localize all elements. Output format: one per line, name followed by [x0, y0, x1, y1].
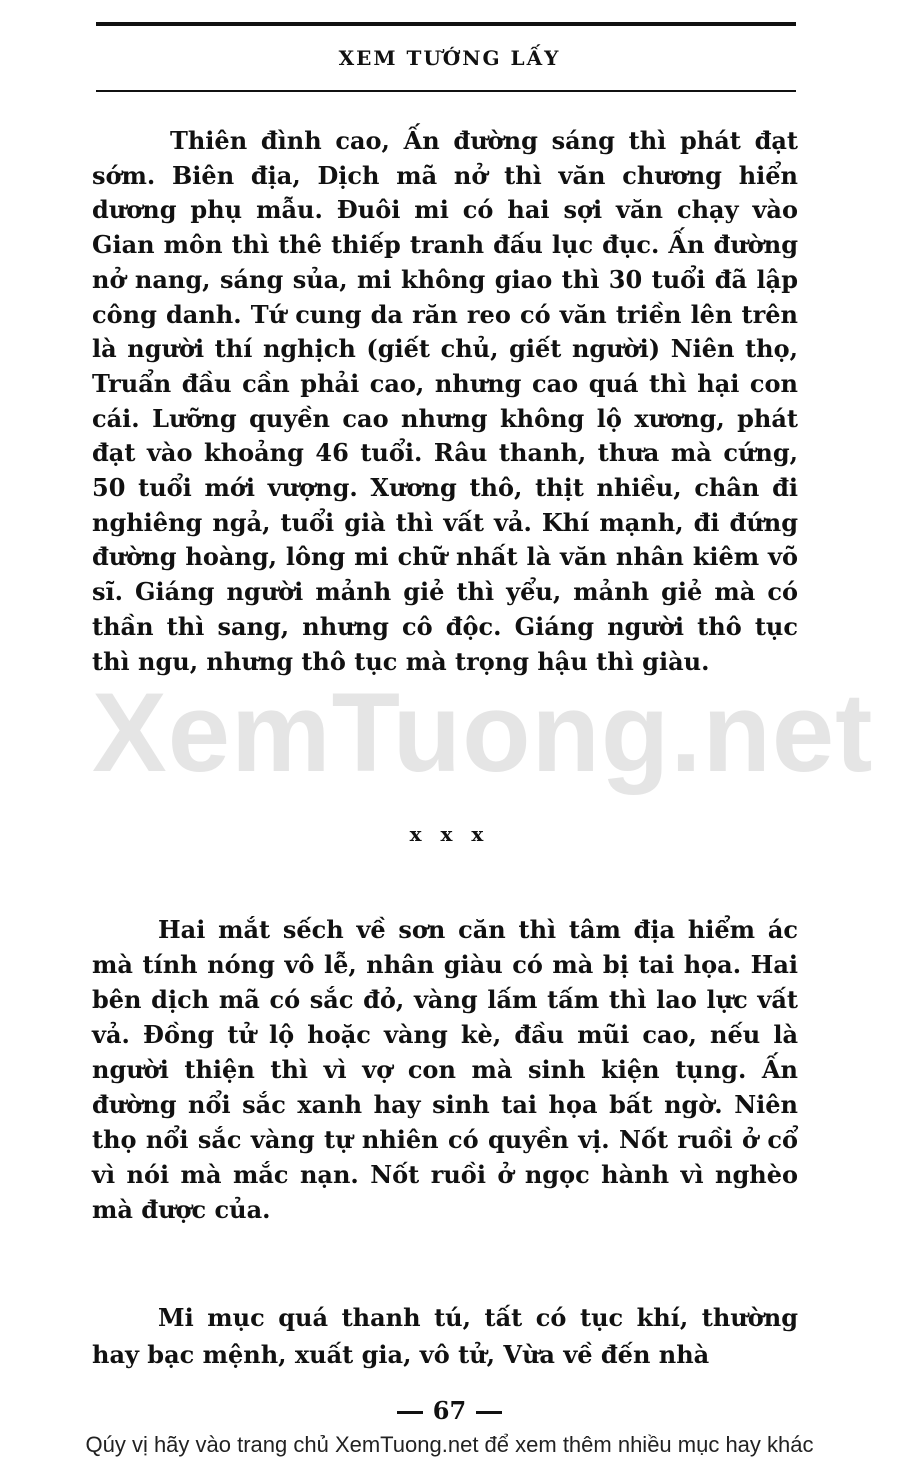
dash-right: [476, 1411, 502, 1414]
running-header: XEM TƯỚNG LẤY: [338, 46, 561, 70]
dash-left: [397, 1411, 423, 1414]
header-top-rule: [96, 22, 796, 26]
paragraph-3: Mi mục quá thanh tú, tất có tục khí, thường hay bạc mệnh, xuất gia, vô tử, Vừa về đến nhà: [92, 1303, 798, 1369]
header-bottom-rule: [96, 90, 796, 92]
page-number-line: [0, 1396, 899, 1425]
paragraph-1: Thiên đình cao, Ấn đường sáng thì phát đạt sớm. Biên địa, Dịch mã nở thì văn chương hiển dương phụ mẫu. Đuôi mi có hai sợi văn chạy vào Gian môn thì thê thiếp tranh đấu lục đục. Ấn đường nở nang, sáng sủa, mi không giao thì 30 tuổi đã lập công danh. Tứ cung da răn reo có văn triền lên trên là người thí nghịch (giết chủ, giết người) Niên thọ, Truẩn đầu cần phải cao, nhưng cao quá thì hại con cái. Lưỡng quyền cao nhưng không lộ xương, phát đạt vào khoảng 46 tuổi. Râu thanh, thưa mà cứng, 50 tuổi mới vượng. Xương thô, thịt nhiều, chân đi nghiêng ngả, tuổi già thì vất vả. Khí mạnh, đi đứng đường hoàng, lông mi chữ nhất là văn nhân kiêm võ sĩ. Giáng người mảnh giẻ thì yểu, mảnh giẻ mà có thần thì sang, nhưng cô độc. Giáng người thô tục thì ngu, nhưng thô tục mà trọng hậu thì giàu.: [92, 126, 798, 676]
footer-note: Qúy vị hãy vào trang chủ XemTuong.net để xem thêm nhiều mục hay khác: [85, 1432, 814, 1457]
section-separator: x x x: [409, 822, 490, 846]
page-number: 67: [432, 1396, 467, 1425]
watermark: XemTuong.net: [92, 670, 874, 795]
paragraph-2: Hai mắt sếch về sơn căn thì tâm địa hiểm ác mà tính nóng vô lễ, nhân giàu có mà bị tai họa. Hai bên dịch mã có sắc đỏ, vàng lấm tấm thì lao lực vất vả. Đồng tử lộ hoặc vàng kè, đầu mũi cao, nếu là người thiện thì vì vợ con mà sinh kiện tụng. Ấn đường nổi sắc xanh hay sinh tai họa bất ngờ. Niên thọ nổi sắc vàng tự nhiên có quyền vị. Nốt ruồi ở cổ vì nói mà mắc nạn. Nốt ruồi ở ngọc hành vì nghèo mà được của.: [92, 915, 798, 1224]
